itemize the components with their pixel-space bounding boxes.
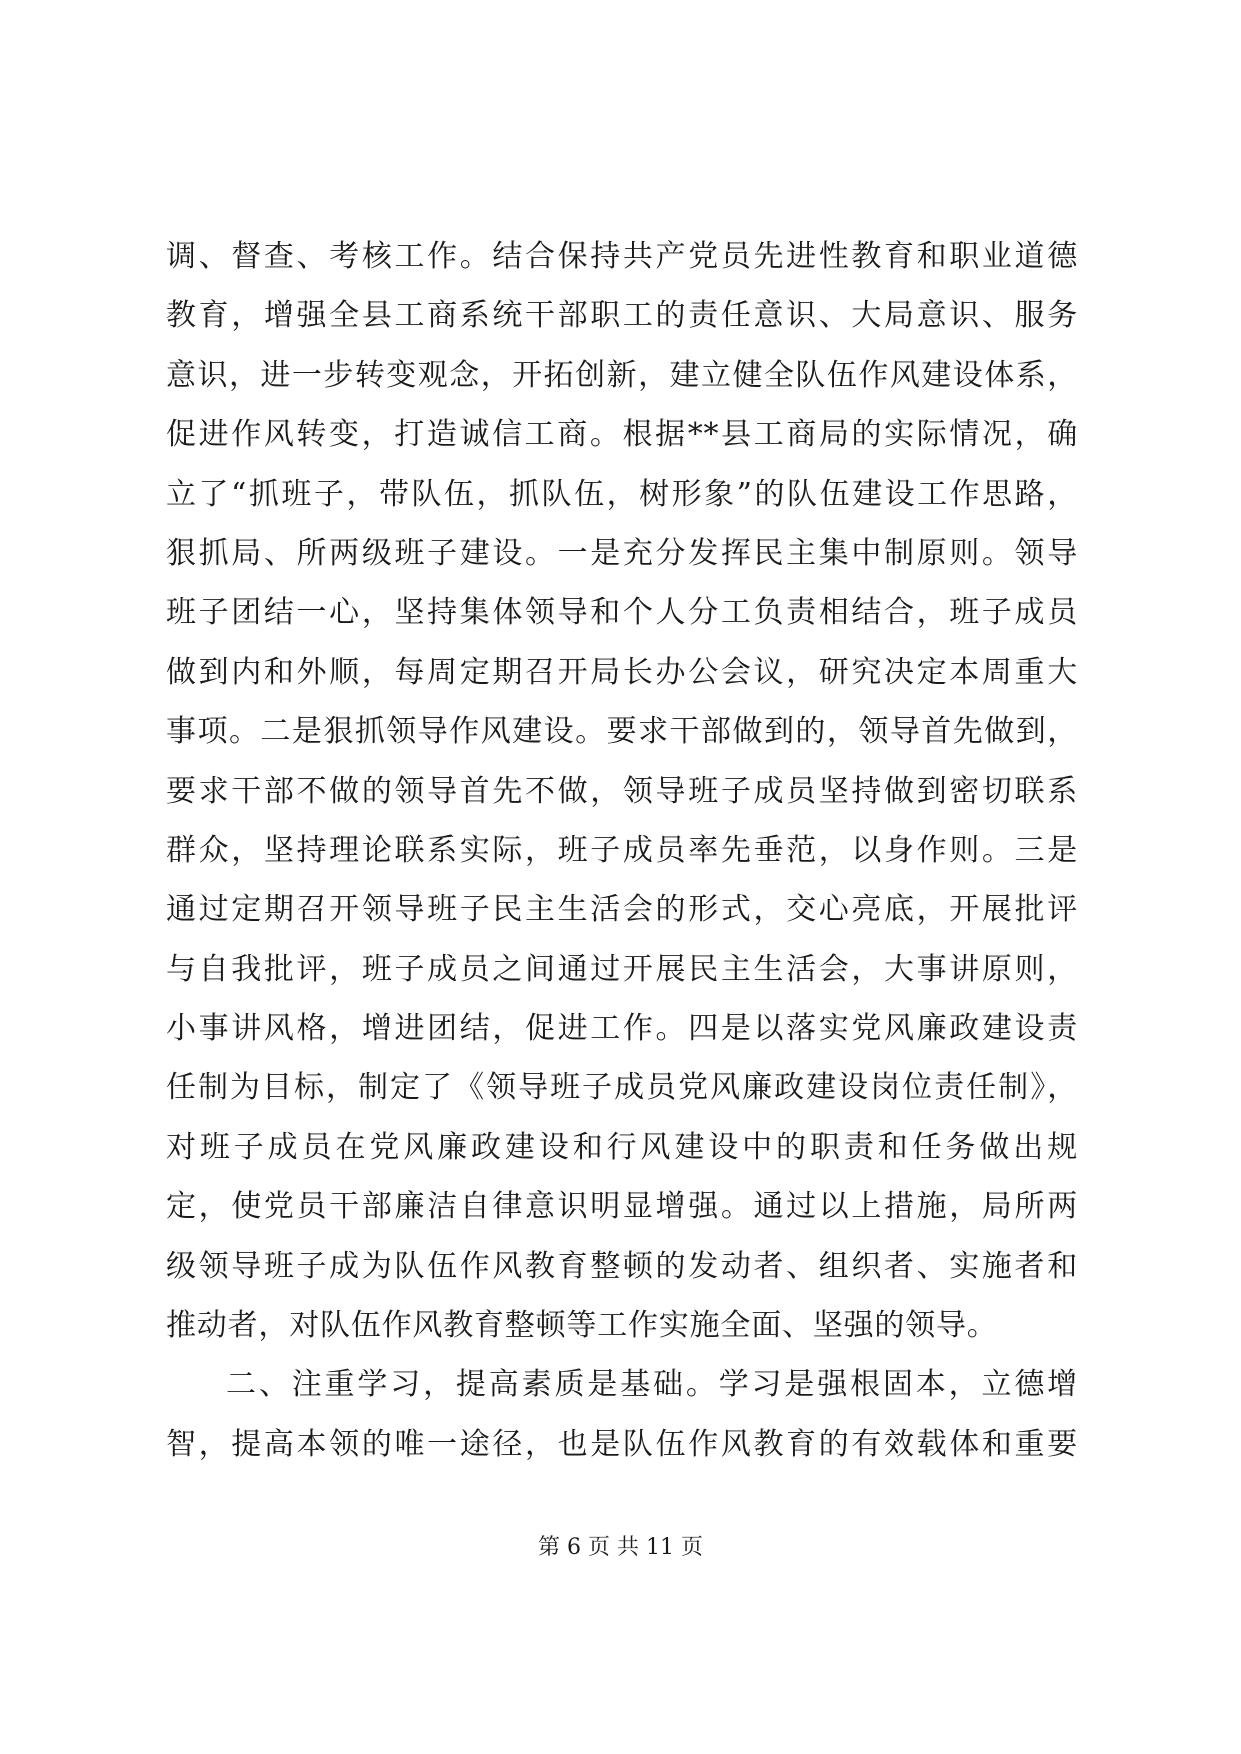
text-line: 与自我批评，班子成员之间通过开展民主生活会，大事讲原则，	[166, 951, 1078, 987]
page-number-footer: 第 6 页 共 11 页	[538, 1535, 703, 1560]
text-line: 通过定期召开领导班子民主生活会的形式，交心亮底，开展批评	[166, 892, 1078, 928]
text-line: 群众，坚持理论联系实际，班子成员率先垂范，以身作则。三是	[166, 832, 1078, 868]
text-line: 二、注重学习，提高素质是基础。学习是强根固本，立德增	[226, 1367, 1078, 1403]
text-line: 级领导班子成为队伍作风教育整顿的发动者、组织者、实施者和	[166, 1248, 1078, 1284]
text-line: 事项。二是狠抓领导作风建设。要求干部做到的，领导首先做到，	[166, 714, 1078, 750]
text-line: 任制为目标，制定了《领导班子成员党风廉政建设岗位责任制》，	[166, 1070, 1078, 1106]
text-line: 定，使党员干部廉洁自律意识明显增强。通过以上措施，局所两	[166, 1189, 1078, 1225]
text-line: 促进作风转变，打造诚信工商。根据**县工商局的实际情况，确	[166, 417, 1078, 453]
text-line: 立了“抓班子，带队伍，抓队伍，树形象”的队伍建设工作思路，	[166, 476, 1078, 512]
text-line: 小事讲风格，增进团结，促进工作。四是以落实党风廉政建设责	[166, 1011, 1078, 1047]
text-line: 班子团结一心，坚持集体领导和个人分工负责相结合，班子成员	[166, 595, 1078, 631]
text-line: 意识，进一步转变观念，开拓创新，建立健全队伍作风建设体系，	[166, 357, 1078, 393]
text-line: 推动者，对队伍作风教育整顿等工作实施全面、坚强的领导。	[166, 1308, 998, 1344]
text-line: 调、督查、考核工作。结合保持共产党员先进性教育和职业道德	[166, 239, 1078, 274]
text-line: 智，提高本领的唯一途径，也是队伍作风教育的有效载体和重要	[166, 1426, 1078, 1462]
text-line: 做到内和外顺，每周定期召开局长办公会议，研究决定本周重大	[166, 654, 1078, 690]
text-line: 对班子成员在党风廉政建设和行风建设中的职责和任务做出规	[166, 1129, 1078, 1165]
document-body	[166, 227, 1078, 1474]
text-line: 狠抓局、所两级班子建设。一是充分发挥民主集中制原则。领导	[166, 535, 1078, 571]
text-line: 教育，增强全县工商系统干部职工的责任意识、大局意识、服务	[166, 298, 1078, 334]
text-line: 要求干部不做的领导首先不做，领导班子成员坚持做到密切联系	[166, 773, 1078, 809]
